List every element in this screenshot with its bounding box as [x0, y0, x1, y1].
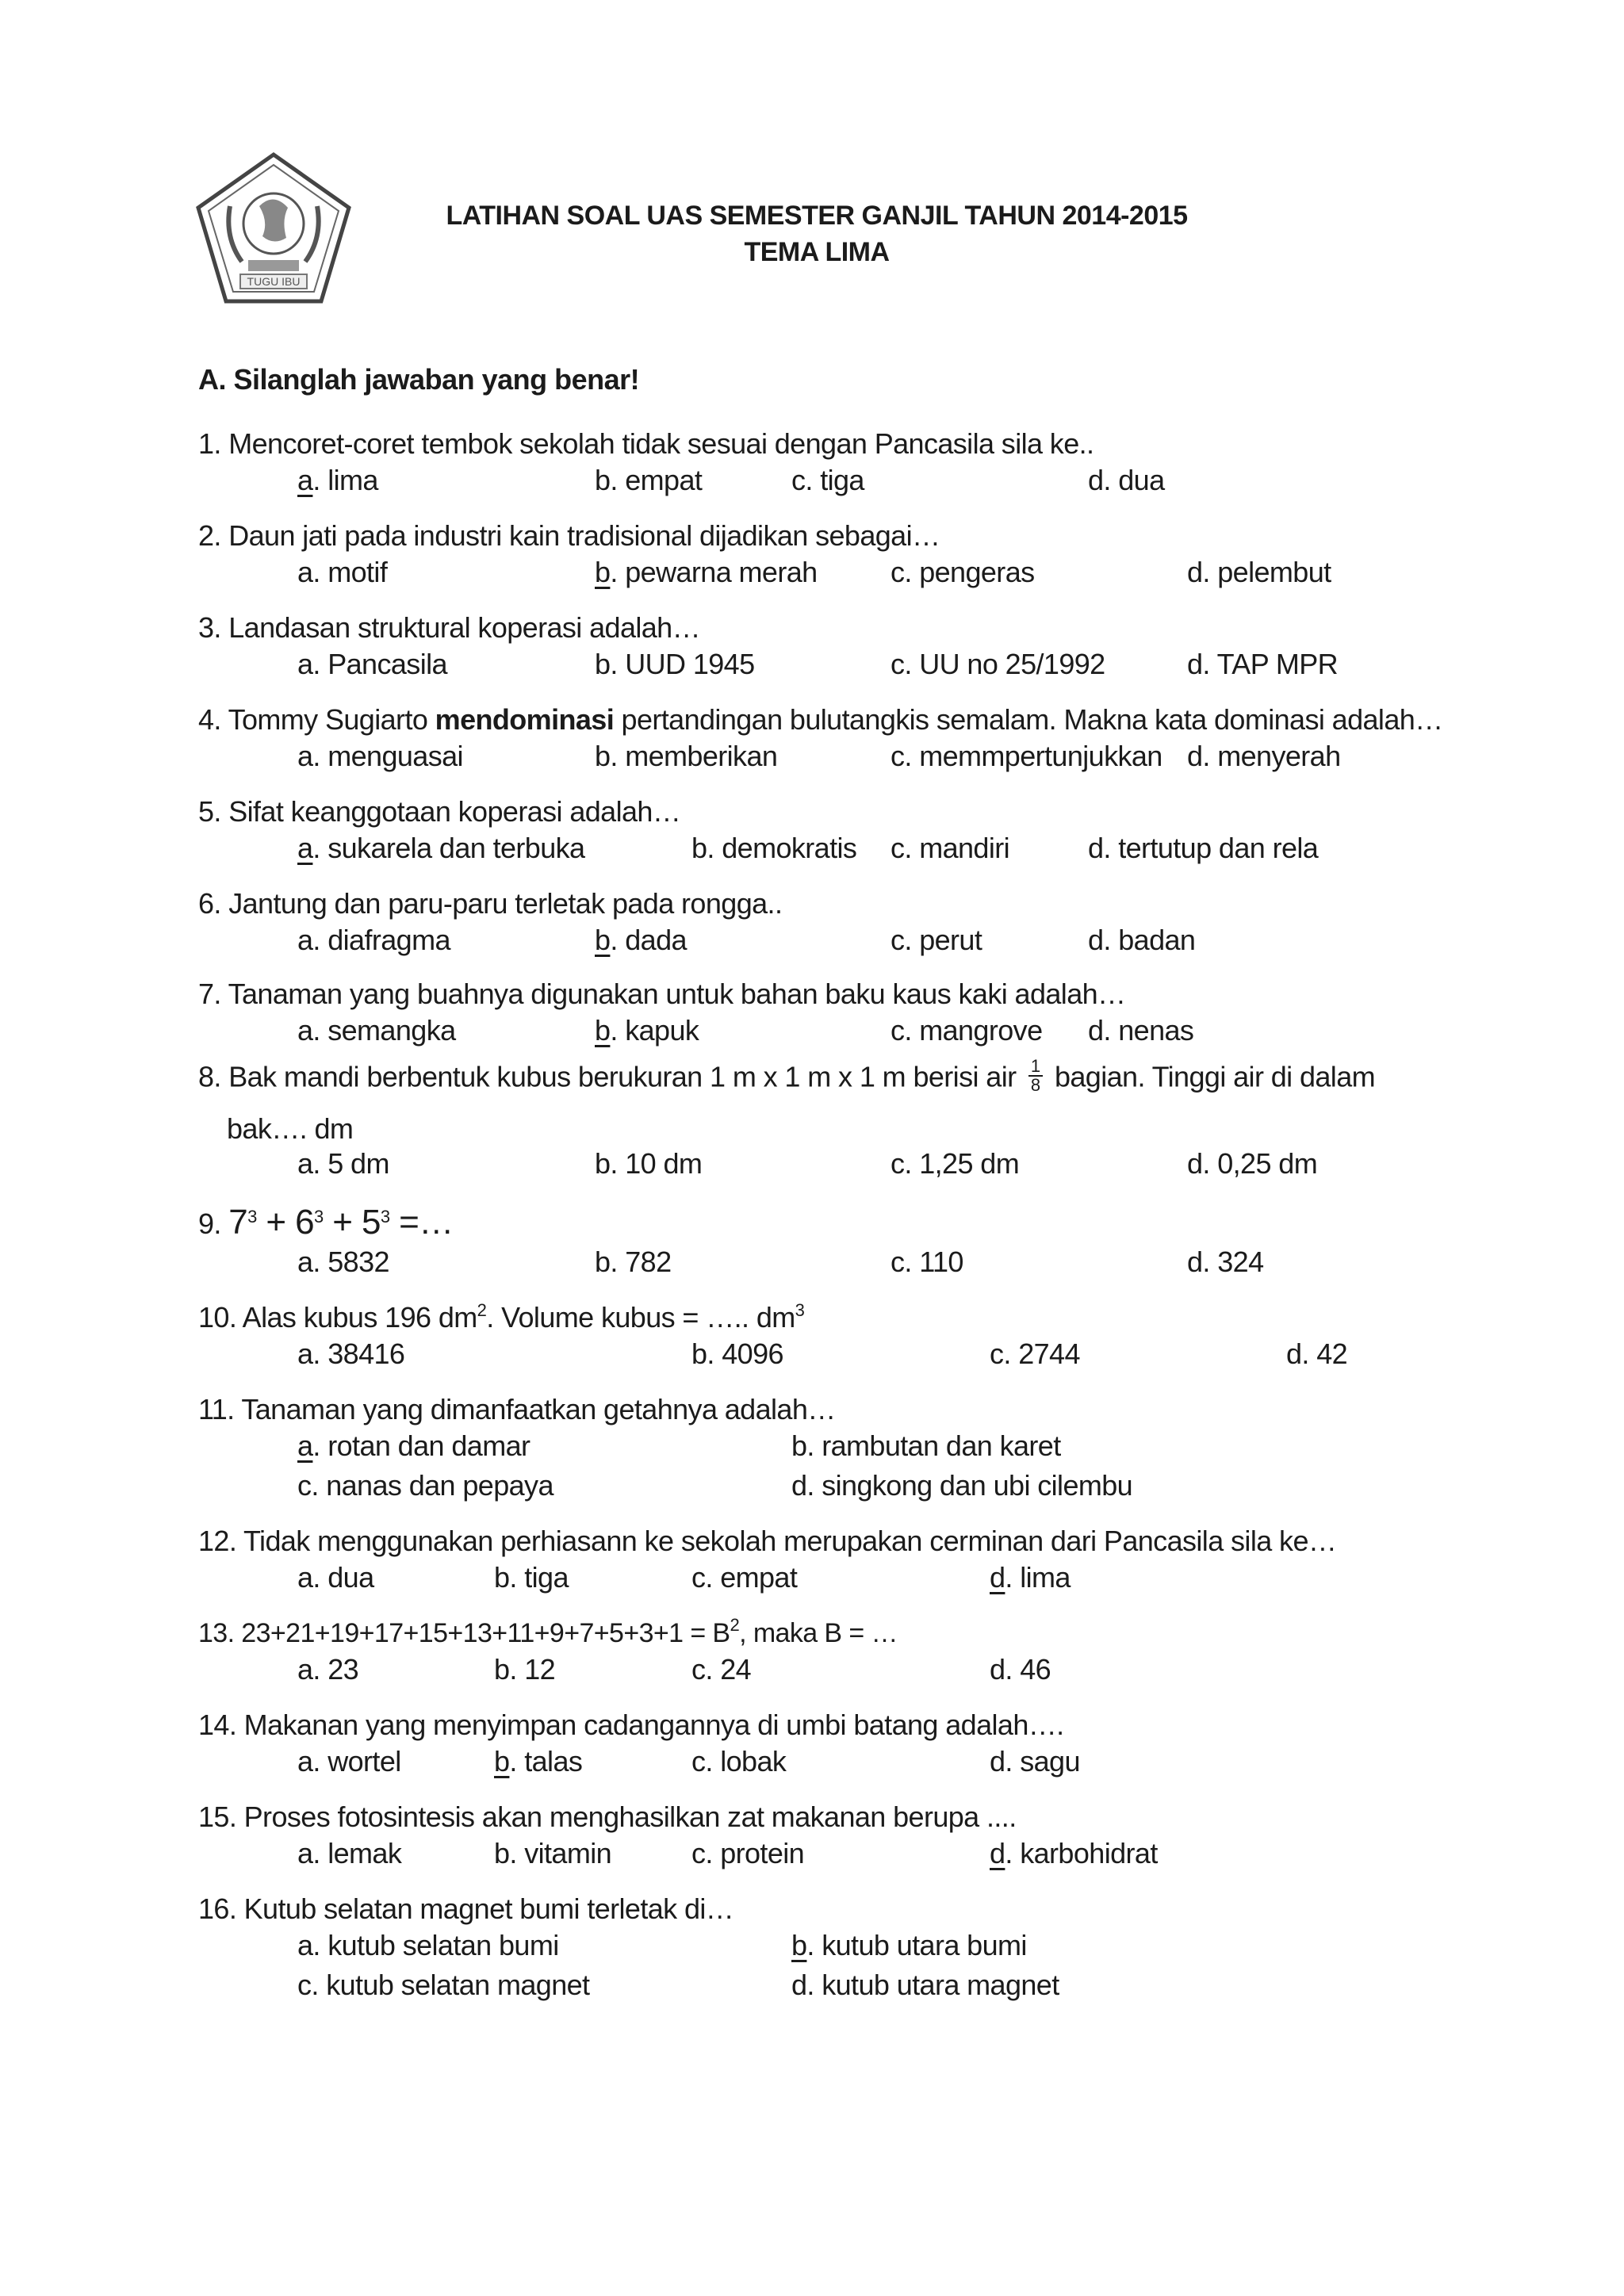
option-c: c. lobak: [691, 1745, 787, 1777]
option-d: d. karbohidrat: [990, 1837, 1158, 1869]
question-text: 13. $23+21+19+17+15+13+11+9+7+5+3+1 = B^2$, maka B = …: [198, 1615, 898, 1648]
fraction: $\frac{1}{8}$: [1028, 1058, 1043, 1094]
option-a: a. rotan dan damar: [297, 1429, 530, 1462]
option-b: b. memberikan: [595, 740, 778, 772]
question-text: 6. Jantung dan paru-paru terletak pada rongga..: [198, 887, 783, 920]
option-c: c. tiga: [791, 464, 864, 496]
question-text: 16. Kutub selatan magnet bumi terletak di…: [198, 1892, 734, 1925]
option-b: b. kapuk: [595, 1014, 699, 1047]
question-text: 3. Landasan struktural koperasi adalah…: [198, 611, 701, 644]
question-text: 5. Sifat keanggotaan koperasi adalah…: [198, 795, 681, 828]
option-c: c. nanas dan pepaya: [297, 1469, 553, 1502]
option-a: a. 5832: [297, 1246, 389, 1278]
option-a: a. 5 dm: [297, 1147, 389, 1180]
option-a: a. 23: [297, 1653, 359, 1686]
option-b: b. pewarna merah: [595, 556, 818, 588]
option-b: b. tiga: [494, 1561, 569, 1594]
option-d: d. lima: [990, 1561, 1071, 1594]
option-c: c. mandiri: [891, 832, 1010, 864]
option-a: a. semangka: [297, 1014, 456, 1047]
question-text: 9. $7^3 + 6^3 + 5^3$ =…: [198, 1203, 454, 1242]
question-text: 4. Tommy Sugiarto mendominasi pertandingan bulutangkis semalam. Makna kata dominasi adalah…: [198, 703, 1443, 736]
option-b: b. 12: [494, 1653, 556, 1686]
page-title: LATIHAN SOAL UAS SEMESTER GANJIL TAHUN 2014-2015: [446, 201, 1188, 231]
option-b: b. kutub utara bumi: [791, 1929, 1027, 1961]
page-subtitle: TEMA LIMA: [744, 237, 890, 267]
option-a: a. wortel: [297, 1745, 401, 1777]
question-text: 14. Makanan yang menyimpan cadangannya di umbi batang adalah….: [198, 1709, 1064, 1741]
option-c: c. empat: [691, 1561, 798, 1594]
option-d: d. tertutup dan rela: [1088, 832, 1319, 864]
question-text: 10. Alas kubus 196 $dm^2$. Volume kubus = ….. $dm^3$: [198, 1300, 805, 1334]
option-a: a. diafragma: [297, 924, 450, 956]
option-d: d. pelembut: [1187, 556, 1331, 588]
option-b: b. UUD 1945: [595, 648, 755, 680]
option-a: a. dua: [297, 1561, 374, 1594]
option-c: c. kutub selatan magnet: [297, 1969, 590, 2001]
option-b: b. 4096: [691, 1337, 783, 1370]
option-a: a. lemak: [297, 1837, 402, 1869]
option-d: d. nenas: [1088, 1014, 1194, 1047]
option-c: c. UU no 25/1992: [891, 648, 1105, 680]
option-c: c. 1,25 dm: [891, 1147, 1020, 1180]
option-a: a. Pancasila: [297, 648, 447, 680]
option-b: b. vitamin: [494, 1837, 612, 1869]
option-b: b. 782: [595, 1246, 672, 1278]
section-heading: A. Silanglah jawaban yang benar!: [198, 363, 640, 396]
option-d: d. menyerah: [1187, 740, 1341, 772]
question-text-continued: bak…. dm: [227, 1112, 354, 1145]
option-b: b. rambutan dan karet: [791, 1429, 1061, 1462]
question-text: 12. Tidak menggunakan perhiasann ke sekolah merupakan cerminan dari Pancasila sila ke…: [198, 1525, 1337, 1557]
option-b: b. 10 dm: [595, 1147, 703, 1180]
option-d: d. dua: [1088, 464, 1165, 496]
option-d: d. 324: [1187, 1246, 1264, 1278]
option-d: d. TAP MPR: [1187, 648, 1339, 680]
logo-text: TUGU IBU: [247, 275, 301, 288]
option-d: d. kutub utara magnet: [791, 1969, 1059, 2001]
option-c: c. perut: [891, 924, 982, 956]
option-b: b. empat: [595, 464, 703, 496]
option-a: a. kutub selatan bumi: [297, 1929, 559, 1961]
option-c: c. pengeras: [891, 556, 1035, 588]
option-d: d. badan: [1088, 924, 1196, 956]
option-c: c. 24: [691, 1653, 752, 1686]
option-c: c. 2744: [990, 1337, 1080, 1370]
option-d: d. 46: [990, 1653, 1051, 1686]
option-b: b. dada: [595, 924, 687, 956]
question-text: 7. Tanaman yang buahnya digunakan untuk bahan baku kaus kaki adalah…: [198, 978, 1126, 1010]
option-a: a. sukarela dan terbuka: [297, 832, 585, 864]
option-d: d. sagu: [990, 1745, 1080, 1777]
option-a: a. lima: [297, 464, 378, 496]
option-d: d. 42: [1286, 1337, 1348, 1370]
question-text: 1. Mencoret-coret tembok sekolah tidak sesuai dengan Pancasila sila ke..: [198, 427, 1094, 460]
option-c: c. protein: [691, 1837, 805, 1869]
question-text: 8. Bak mandi berbentuk kubus berukuran 1 m x 1 m x 1 m berisi air $\frac{1}{8}$ bagian. Tinggi air di dalam: [198, 1056, 1376, 1095]
option-a: a. menguasai: [297, 740, 463, 772]
question-text: 11. Tanaman yang dimanfaatkan getahnya adalah…: [198, 1393, 836, 1425]
option-c: c. 110: [891, 1246, 963, 1278]
option-a: a. motif: [297, 556, 388, 588]
question-text: 15. Proses fotosintesis akan menghasilkan zat makanan berupa ....: [198, 1800, 1017, 1833]
option-c: c. mangrove: [891, 1014, 1043, 1047]
option-d: d. 0,25 dm: [1187, 1147, 1318, 1180]
option-c: c. memmpertunjukkan: [891, 740, 1162, 772]
school-logo: [194, 151, 353, 305]
question-text: 2. Daun jati pada industri kain tradisional dijadikan sebagai…: [198, 519, 940, 552]
option-b: b. demokratis: [691, 832, 857, 864]
option-a: a. 38416: [297, 1337, 405, 1370]
option-b: b. talas: [494, 1745, 583, 1777]
option-d: d. singkong dan ubi cilembu: [791, 1469, 1133, 1502]
